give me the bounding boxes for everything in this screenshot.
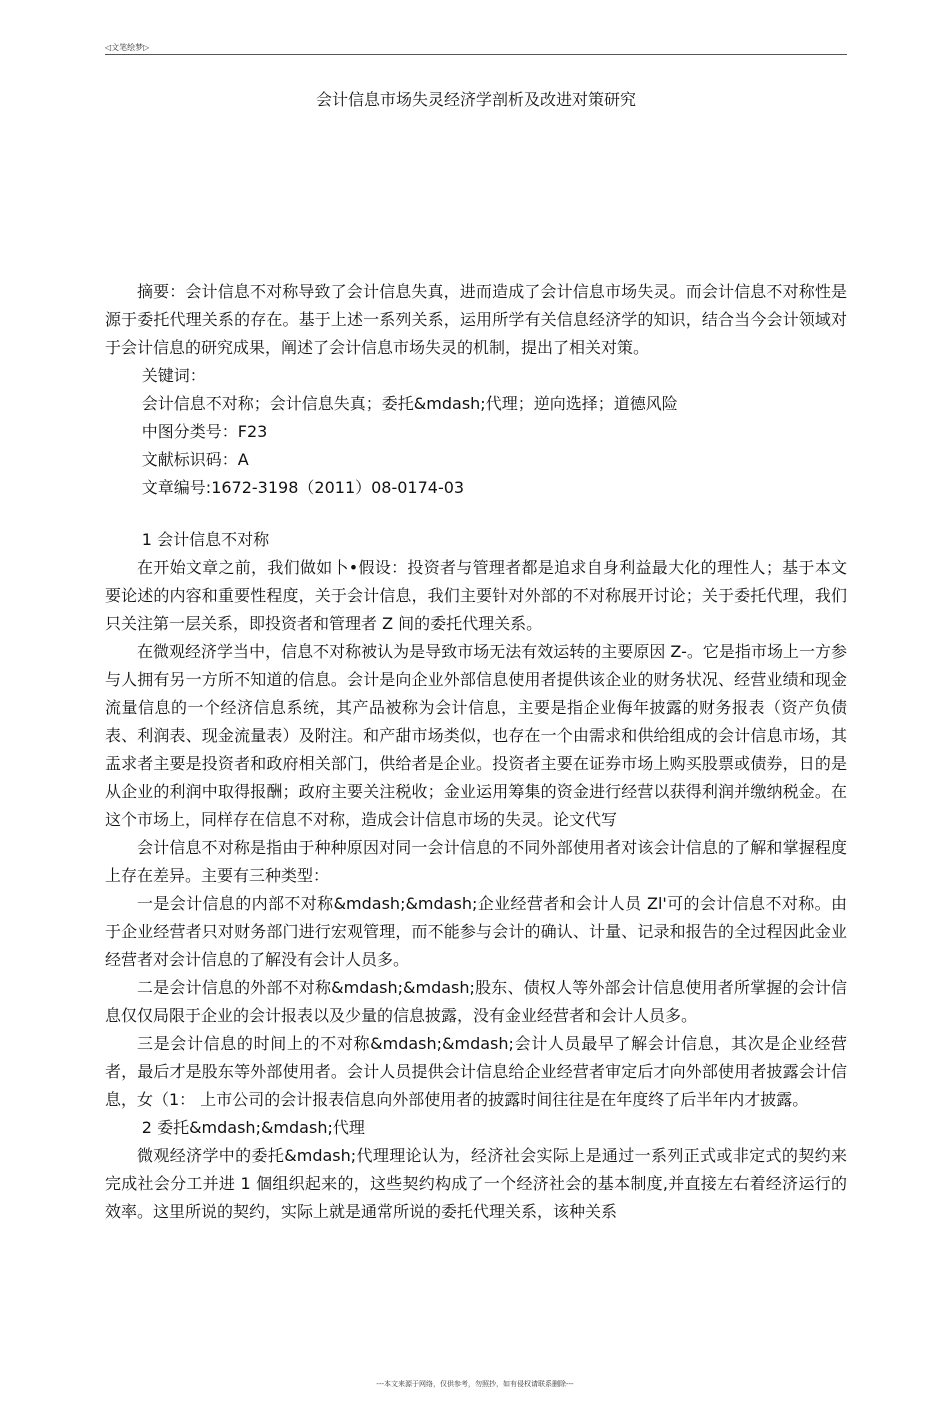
section-2-title: 2 委托&mdash;&mdash;代理 — [141, 1118, 365, 1137]
page-header — [105, 40, 847, 55]
page-footer: ---本文来源于网络，仅供参考，勿照抄，如有侵权请联系删除--- — [376, 1380, 574, 1388]
spacer — [105, 502, 847, 526]
body-paragraph: 一是会计信息的内部不对称&mdash;&mdash;企业经营者和会计人员 Zl'可的会计信息不对称。由于企业经营者只对财务部门进行宏观管理，而不能参与会计的确认、计量、记录和报告的全过程因此金业经营者对会计信息的了解没有会计人员多。 — [105, 894, 847, 969]
document-body — [105, 278, 847, 1226]
keywords-label: 关键词： — [141, 366, 206, 385]
body-paragraph: 在微观经济学当中，信息不对称被认为是导致市场无法有效运转的主要原因 Z-。它是指市场上一方参与人拥有另一方所不知道的信息。会计是向企业外部信息使用者提供该企业的财务状况、经营业绩和现金流量信息的一个经济信息系统，其产品被称为会计信息，主要是指企业侮年披露的财务报表（资产负债表、利润表、现金流量表）及附注。和产甜市场类似，也存在一个由需求和供给组成的会计信息市场，其盂求者主要是投资者和政府相关部门，供给者是企业。投资者主要在证券市场上购买股票或债券，日的是从企业的利润中取得报酬；政府主要关注税收；金业运用筹集的资金进行经营以获得利润并缴纳税金。在这个市场上，同样存在信息不对称，造成会计信息市场的失灵。论文代写 — [105, 642, 847, 829]
document-code: 文献标识码：A — [141, 450, 249, 469]
header-text: ◁文笔绘梦▷ — [105, 43, 150, 52]
body-paragraph: 二是会计信息的外部不对称&mdash;&mdash;股东、债权人等外部会计信息使用者所掌握的会计信息仅仅局限于企业的会计报表以及少量的信息披露，没有金业经营者和会计人员多。 — [105, 978, 847, 1025]
clc-number: 中图分类号：F23 — [141, 422, 268, 441]
section-1-title: 1 会计信息不对称 — [141, 530, 270, 549]
body-paragraph: 会计信息不对称是指由于种种原因对同一会计信息的不同外部使用者对该会计信息的了解和掌握程度上存在差异。主要有三种类型： — [105, 838, 847, 885]
article-number: 文章编号:1672-3198（2011）08-0174-03 — [141, 478, 465, 497]
abstract-paragraph: 摘要：会计信息不对称导致了会计信息失真，进而造成了会计信息市场失灵。而会计信息不对称性是源于委托代理关系的存在。基于上述一系列关系，运用所学有关信息经济学的知识，结合当今会计领域对于会计信息的研究成果，阐述了会计信息市场失灵的机制，提出了相关对策。 — [105, 282, 847, 357]
body-paragraph: 微观经济学中的委托&mdash;代理理论认为，经济社会实际上是通过一系列正式或非定式的契约来完成社会分工并进 1 個组织起来的，这些契约构成了一个经济社会的基本制度,并直接左右着经济运行的效率。这里所说的契约，实际上就是通常所说的委托代理关系，该种关系 — [105, 1146, 847, 1221]
document-title: 会计信息市场失灵经济学剖析及改进对策研究 — [315, 90, 636, 109]
body-paragraph: 在开始文章之前，我们做如卜•假设：投资者与管理者都是追求自身利益最大化的理性人；基于本文要论述的内容和重要性程度，关于会计信息，我们主要针对外部的不对称展开讨论；关于委托代理，我们只关注第一层关系，即投资者和管理者 Z 间的委托代理关系。 — [105, 558, 847, 633]
body-paragraph: 三是会计信息的时间上的不对称&mdash;&mdash;会计人员最早了解会计信息，其次是企业经营者，最后才是股东等外部使用者。会计人员提供会计信息给企业经营者审定后才向外部使用者披露会计信息，女（1： 上市公司的会计报表信息向外部使用者的披露时间往往是在年度终了后半年内才披露。 — [105, 1034, 847, 1109]
keywords-text: 会计信息不对称；会计信息失真；委托&mdash;代理；逆向选择；道德风险 — [141, 394, 678, 413]
